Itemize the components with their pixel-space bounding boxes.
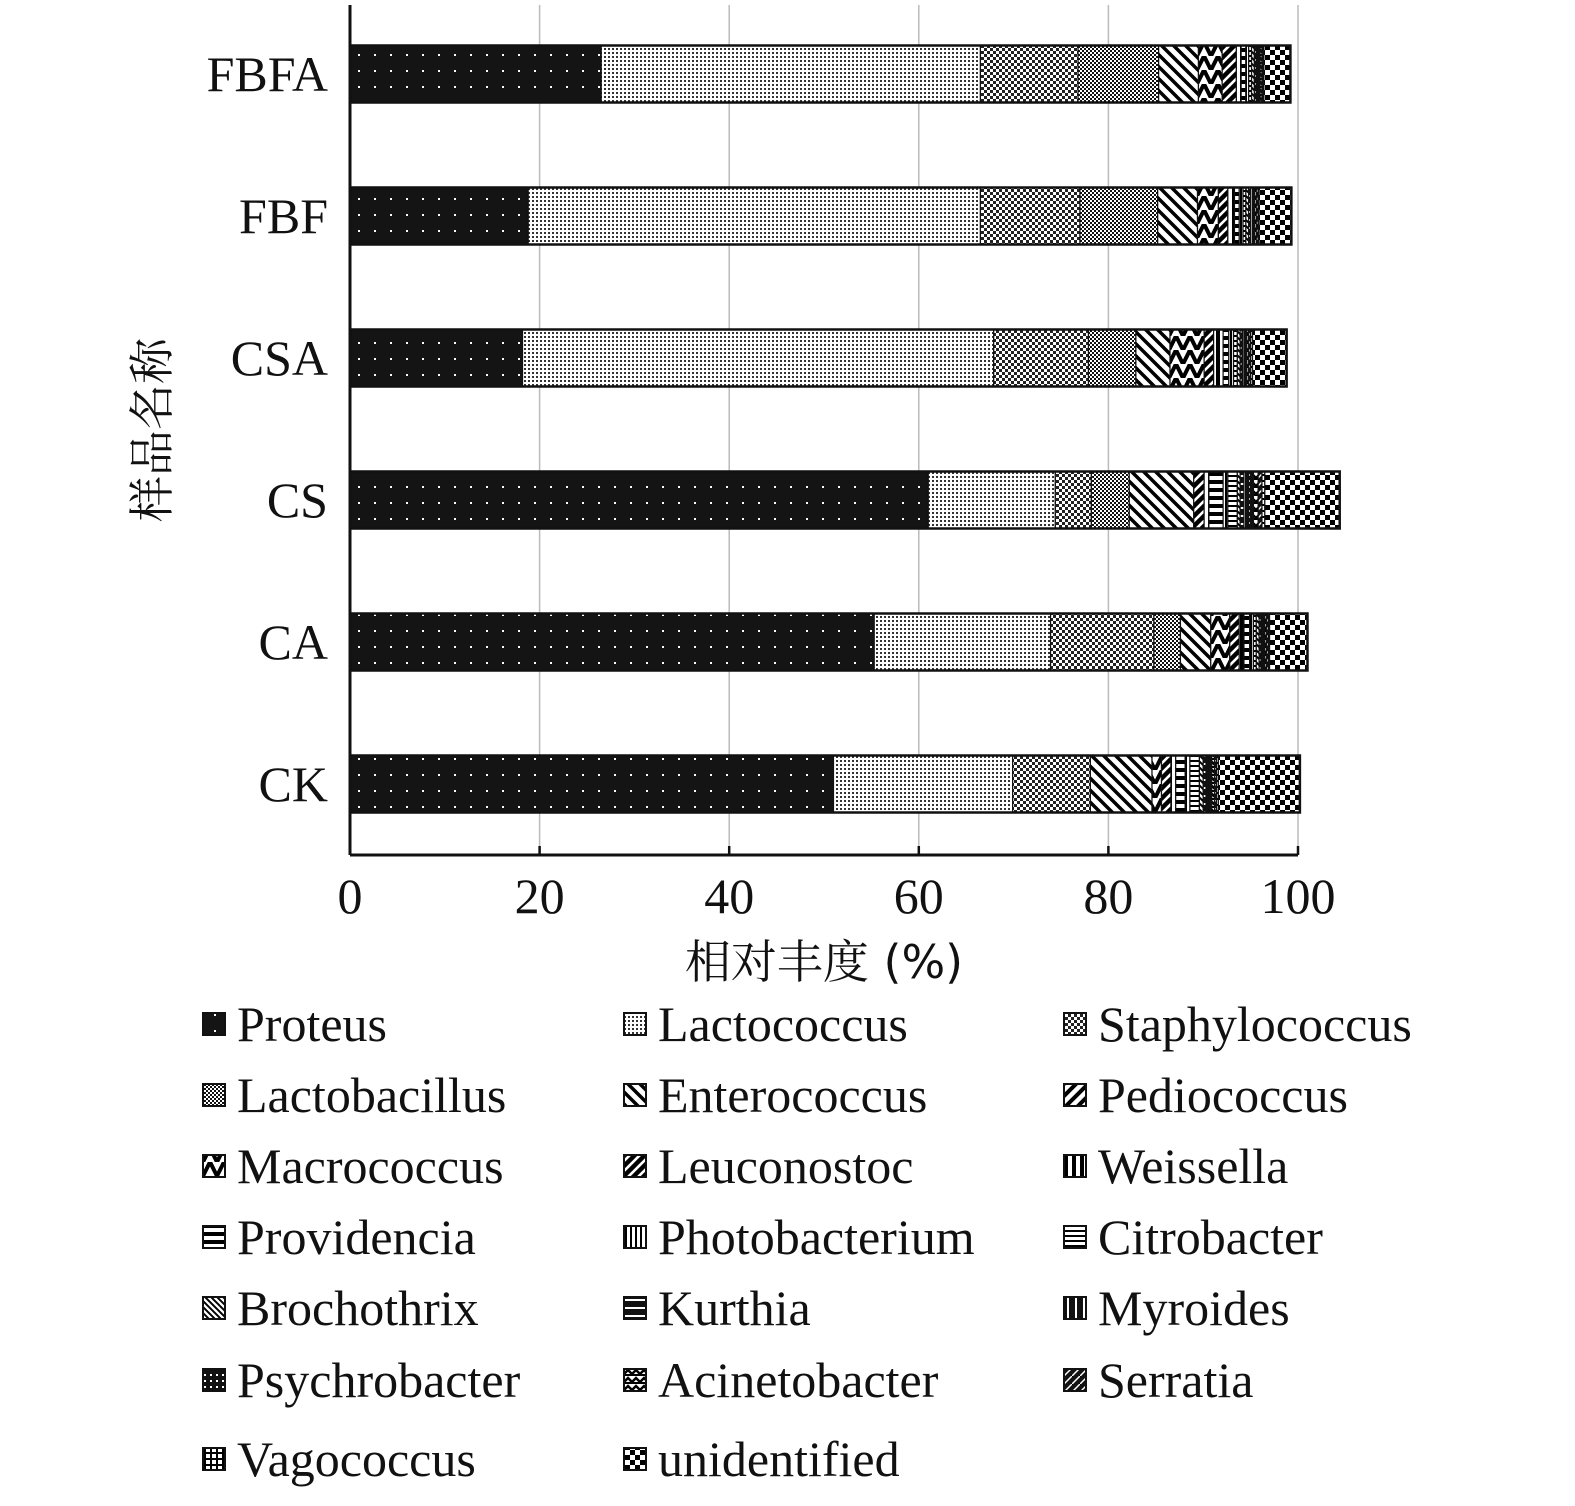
legend-label-leuconostoc: Leuconostoc xyxy=(658,1138,914,1194)
segment-cs-photobacterium xyxy=(1223,472,1228,529)
category-label-ca: CA xyxy=(258,614,328,670)
segment-fbf-unidentified xyxy=(1259,188,1291,245)
segment-ck-leuconostoc xyxy=(1161,756,1170,813)
legend-item-brochothrix xyxy=(203,1280,479,1336)
legend-item-proteus xyxy=(203,996,387,1052)
segment-ck-macrococcus xyxy=(1152,756,1161,813)
segment-csa-unidentified xyxy=(1252,330,1286,387)
segment-ca-staphylococcus xyxy=(1051,614,1154,671)
segment-fbfa-staphylococcus xyxy=(980,46,1078,103)
segment-cs-enterococcus xyxy=(1129,472,1193,529)
legend-label-weissella: Weissella xyxy=(1098,1138,1289,1194)
legend-swatch-lactococcus xyxy=(624,1013,646,1035)
segment-ck-staphylococcus xyxy=(1013,756,1091,813)
segment-fbf-macrococcus xyxy=(1198,188,1219,245)
legend-item-enterococcus xyxy=(624,1067,927,1123)
bar-cs xyxy=(350,472,1340,529)
segment-fbfa-providencia xyxy=(1241,46,1246,103)
legend-swatch-unidentified xyxy=(624,1448,646,1470)
segment-fbfa-macrococcus xyxy=(1198,46,1222,103)
legend-label-photobacterium: Photobacterium xyxy=(658,1209,975,1265)
segment-ck-lactococcus xyxy=(833,756,1012,813)
legend-item-unidentified xyxy=(624,1431,900,1487)
x-tick-label-40: 40 xyxy=(704,868,755,924)
legend-swatch-citrobacter xyxy=(1064,1226,1086,1248)
segment-ca-providencia xyxy=(1244,614,1250,671)
x-tick-label-0: 0 xyxy=(337,868,363,924)
segment-csa-enterococcus xyxy=(1136,330,1170,387)
segment-csa-proteus xyxy=(350,330,523,387)
segment-fbfa-proteus xyxy=(350,46,601,103)
legend-label-providencia: Providencia xyxy=(237,1209,476,1265)
segment-cs-lactobacillus xyxy=(1091,472,1129,529)
legend-swatch-brochothrix xyxy=(203,1297,225,1319)
legend-item-pediococcus xyxy=(1064,1067,1348,1123)
legend-label-acinetobacter: Acinetobacter xyxy=(658,1352,939,1408)
legend-item-leuconostoc xyxy=(624,1138,913,1194)
legend xyxy=(203,996,1412,1487)
segment-fbfa-lactococcus xyxy=(601,46,980,103)
segment-fbfa-lactobacillus xyxy=(1078,46,1159,103)
x-axis-title: 相对丰度 (%) xyxy=(684,935,964,989)
category-label-fbf: FBF xyxy=(239,188,328,244)
legend-item-weissella xyxy=(1064,1138,1288,1194)
segment-cs-weissella xyxy=(1204,472,1209,529)
segment-ca-lactobacillus xyxy=(1154,614,1181,671)
segment-ca-leuconostoc xyxy=(1230,614,1239,671)
category-label-csa: CSA xyxy=(230,330,328,386)
legend-item-citrobacter xyxy=(1064,1209,1323,1265)
axes xyxy=(350,5,1298,855)
segment-csa-leuconostoc xyxy=(1204,330,1213,387)
segment-cs-psychrobacter xyxy=(1249,472,1254,529)
legend-label-lactobacillus: Lactobacillus xyxy=(237,1067,507,1123)
bars xyxy=(350,46,1340,813)
legend-swatch-vagococcus xyxy=(203,1448,225,1470)
legend-swatch-providencia xyxy=(203,1226,225,1248)
legend-item-lactobacillus xyxy=(203,1067,506,1123)
segment-ck-providencia xyxy=(1176,756,1185,813)
segment-ck-proteus xyxy=(350,756,833,813)
segment-cs-citrobacter xyxy=(1228,472,1237,529)
legend-swatch-serratia xyxy=(1064,1369,1086,1391)
legend-swatch-staphylococcus xyxy=(1064,1013,1086,1035)
legend-swatch-pediococcus xyxy=(1064,1084,1086,1106)
legend-label-enterococcus: Enterococcus xyxy=(658,1067,928,1123)
segment-cs-providencia xyxy=(1209,472,1223,529)
segment-ca-enterococcus xyxy=(1180,614,1210,671)
segment-ck-weissella xyxy=(1171,756,1176,813)
legend-item-macrococcus xyxy=(203,1138,504,1194)
segment-fbfa-leuconostoc xyxy=(1222,46,1236,103)
x-tick-labels xyxy=(338,868,1336,924)
segment-cs-myroides xyxy=(1244,472,1249,529)
x-tick-label-60: 60 xyxy=(893,868,944,924)
segment-fbfa-weissella xyxy=(1236,46,1241,103)
category-label-fbfa: FBFA xyxy=(206,46,328,102)
segment-fbf-staphylococcus xyxy=(980,188,1080,245)
legend-label-unidentified: unidentified xyxy=(658,1431,900,1487)
legend-item-myroides xyxy=(1064,1280,1290,1336)
segment-ck-citrobacter xyxy=(1190,756,1199,813)
bar-csa xyxy=(350,330,1287,387)
legend-item-serratia xyxy=(1064,1352,1253,1408)
x-tick-label-100: 100 xyxy=(1260,868,1336,924)
segment-ca-proteus xyxy=(350,614,874,671)
legend-item-lactococcus xyxy=(624,996,908,1052)
segment-csa-providencia xyxy=(1223,330,1229,387)
legend-swatch-photobacterium xyxy=(624,1226,646,1248)
legend-item-vagococcus xyxy=(203,1431,476,1487)
segment-csa-macrococcus xyxy=(1170,330,1204,387)
segment-ck-unidentified xyxy=(1218,756,1300,813)
legend-item-staphylococcus xyxy=(1064,996,1412,1052)
segment-ck-enterococcus xyxy=(1090,756,1152,813)
legend-swatch-weissella xyxy=(1064,1155,1086,1177)
legend-swatch-acinetobacter xyxy=(624,1369,646,1391)
segment-ca-macrococcus xyxy=(1211,614,1230,671)
segment-csa-weissella xyxy=(1214,330,1223,387)
bar-ck xyxy=(350,756,1300,813)
y-axis-title: 样品名称 xyxy=(125,338,179,522)
legend-item-acinetobacter xyxy=(624,1352,939,1408)
legend-swatch-leuconostoc xyxy=(624,1155,646,1177)
segment-cs-lactococcus xyxy=(928,472,1055,529)
segment-ca-weissella xyxy=(1239,614,1244,671)
category-label-cs: CS xyxy=(266,472,328,528)
segment-ck-photobacterium xyxy=(1185,756,1190,813)
segment-fbf-lactobacillus xyxy=(1080,188,1158,245)
segment-fbf-enterococcus xyxy=(1158,188,1198,245)
legend-label-serratia: Serratia xyxy=(1098,1352,1254,1408)
legend-label-pediococcus: Pediococcus xyxy=(1098,1067,1348,1123)
segment-csa-lactococcus xyxy=(523,330,994,387)
segment-fbf-weissella xyxy=(1228,188,1235,245)
legend-label-vagococcus: Vagococcus xyxy=(237,1431,476,1487)
legend-item-photobacterium xyxy=(624,1209,975,1265)
legend-label-myroides: Myroides xyxy=(1098,1280,1290,1336)
legend-label-citrobacter: Citrobacter xyxy=(1098,1209,1323,1265)
segment-cs-unidentified xyxy=(1265,472,1340,529)
segment-fbfa-enterococcus xyxy=(1159,46,1199,103)
segment-fbf-lactococcus xyxy=(528,188,980,245)
legend-item-psychrobacter xyxy=(203,1352,521,1408)
x-tick-label-80: 80 xyxy=(1083,868,1134,924)
grid-lines xyxy=(540,5,1298,855)
legend-label-lactococcus: Lactococcus xyxy=(658,996,908,1052)
legend-swatch-lactobacillus xyxy=(203,1084,225,1106)
segment-fbf-providencia xyxy=(1234,188,1239,245)
bar-ca xyxy=(350,614,1307,671)
legend-label-kurthia: Kurthia xyxy=(658,1280,811,1336)
bar-fbf xyxy=(350,188,1291,245)
segment-fbf-leuconostoc xyxy=(1218,188,1227,245)
segment-ca-lactococcus xyxy=(874,614,1050,671)
legend-swatch-kurthia xyxy=(624,1297,646,1319)
category-label-ck: CK xyxy=(258,756,328,812)
legend-item-kurthia xyxy=(624,1280,811,1336)
legend-swatch-enterococcus xyxy=(624,1084,646,1106)
legend-item-providencia xyxy=(203,1209,476,1265)
segment-cs-leuconostoc xyxy=(1194,472,1204,529)
legend-swatch-proteus xyxy=(203,1013,225,1035)
segment-fbfa-unidentified xyxy=(1264,46,1291,103)
legend-swatch-macrococcus xyxy=(203,1155,225,1177)
segment-csa-lactobacillus xyxy=(1088,330,1135,387)
legend-label-macrococcus: Macrococcus xyxy=(237,1138,504,1194)
legend-label-staphylococcus: Staphylococcus xyxy=(1098,996,1412,1052)
segment-cs-proteus xyxy=(350,472,928,529)
segment-cs-acinetobacter xyxy=(1253,472,1258,529)
segment-ca-unidentified xyxy=(1270,614,1308,671)
segment-csa-photobacterium xyxy=(1229,330,1234,387)
legend-swatch-myroides xyxy=(1064,1297,1086,1319)
segment-fbf-proteus xyxy=(350,188,528,245)
legend-swatch-psychrobacter xyxy=(203,1369,225,1391)
category-labels xyxy=(207,46,328,812)
segment-csa-staphylococcus xyxy=(994,330,1089,387)
bar-fbfa xyxy=(350,46,1290,103)
segment-cs-staphylococcus xyxy=(1055,472,1091,529)
legend-label-psychrobacter: Psychrobacter xyxy=(237,1352,521,1408)
x-tick-label-20: 20 xyxy=(514,868,565,924)
legend-label-proteus: Proteus xyxy=(237,996,387,1052)
legend-label-brochothrix: Brochothrix xyxy=(237,1280,479,1336)
